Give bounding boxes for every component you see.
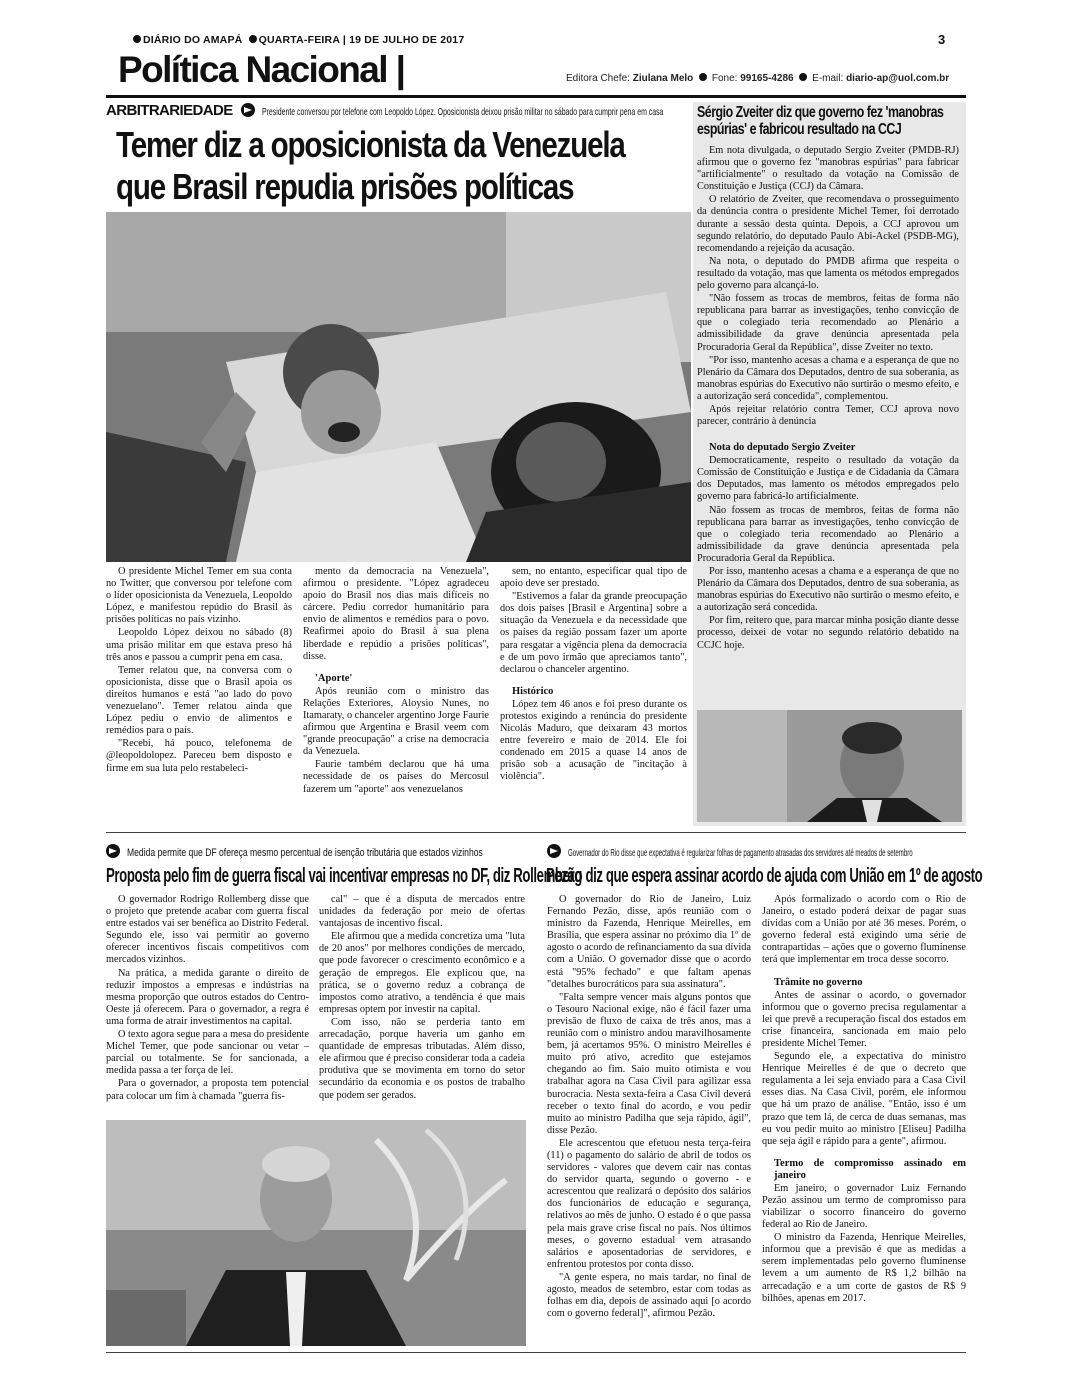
df-headline: Proposta pelo fim de guerra fiscal vai incentivar empresas no DF, diz Rollemberg [106, 865, 582, 887]
bullet-icon [799, 73, 807, 81]
main-story-col3 [500, 566, 687, 826]
paragraph: Na prática, a medida garante o direito de reduzir impostos a empresas e indústrias na mesma proporção que outros estados do Centro-Oeste já oferecem. Para o governador, a regra é uma forma de atrair investimentos na capital. [106, 967, 309, 1027]
paragraph: Temer relatou que, na conversa com o oposicionista, disse que o Brasil apoia os direitos humanos e está "ao lado do povo venezuelano". Temer relatou ainda que López pediu o envio de alimentos e remédios para o país. [106, 664, 292, 737]
paragraph: Por isso, mantenho acesas a chama e a esperança de que no Plenário da Câmara dos Deputados, dentro de sua soberania, as manobras espúrias do Executivo não surtirão o mesmo efeito, e a autorização será concedida. [697, 566, 959, 614]
rio-col1 [547, 894, 751, 1346]
paragraph: Para o governador, a proposta tem potencial para colocar um fim à chamada "guerra fis- [106, 1078, 309, 1102]
newspaper-name: DIÁRIO DO AMAPÁ [143, 34, 243, 46]
email-address: diario-ap@uol.com.br [846, 73, 950, 84]
paragraph: Ele acrescentou que efetuou nesta terça-feira (11) o pagamento do salário de abril de todos os servidores - valores que devem cair nas contas do servidor quarta, segundo o governo - e acrescentou que realizará o depósito dos salários dos funcionários de educação e segurança, relativos ao mês de junho. O estado é o que passa pela mais grave crise fiscal no país. Nos últimos meses, o governo estadual vem atrasando salários e aposentadorias de servidores, e enfrentou protestos por conta disso. [547, 1137, 751, 1270]
paragraph: Por fim, reitero que, para marcar minha posição diante desse processo, deixei de votar no segundo relatório debatido na CCJC hoje. [697, 615, 959, 651]
rio-dek: Governador do Rio disse que expectativa é regularizar folhas de pagamento atrasadas dos servidores até meados de setembro [568, 847, 913, 859]
main-kicker-line [106, 102, 690, 120]
main-photo [106, 212, 691, 562]
note-title: Nota do deputado Sergio Zveiter [709, 442, 856, 454]
paragraph: Em janeiro, o governador Luiz Fernando Pezão assinou um termo de compromisso para viabilizar o socorro financeiro do governo federal ao Rio de Janeiro. [762, 1182, 966, 1231]
paragraph: "A gente espera, no mais tardar, no final de agosto, meados de setembro, estar com todas as folhas em dia, depois de assinado aqui [o acordo com o governo federal]", afirmou Pezão. [547, 1271, 751, 1320]
subhead-termo: Termo de compromisso assinado em janeiro [774, 1157, 966, 1181]
main-headline [116, 124, 625, 208]
rio-headline: Pezão diz que espera assinar acordo de ajuda com União em 1º de agosto [546, 865, 983, 887]
df-dek-line [106, 843, 526, 861]
paragraph: "Recebi, há pouco, telefonema de @leopoldolopez. Pareceu bem disposto e firme em sua luta pelo restabeleci- [106, 738, 292, 774]
paragraph: sem, no entanto, especificar qual tipo de apoio deve ser prestado. [500, 566, 687, 590]
paragraph: Em nota divulgada, o deputado Sergio Zveiter (PMDB-RJ) afirmou que o governo fez "manobras espúrias" para fabricar "artificialmente" o resultado da votação na Comissão de Constituição e Justiça (CCJ) da Câmara. [697, 145, 959, 193]
subhead-aporte: 'Aporte' [315, 672, 353, 684]
footer-rule [106, 1352, 966, 1353]
rio-dek-line [547, 843, 967, 861]
df-photo-graphic [106, 1120, 526, 1346]
paragraph: "Estivemos a falar da grande preocupação dos dois países [Brasil e Argentina] sobre a situação da Venezuela e da necessidade que os países da região possam fazer um aporte para resgatar a vigência plena da democracia e de um povo irmão que apreciamos tanto", declarou o chanceler argentino. [500, 591, 687, 675]
phone-number: 99165-4286 [740, 73, 794, 84]
df-dek: Medida permite que DF ofereça mesmo percentual de isenção tributária que estados vizinhos [127, 847, 483, 859]
editor-name: Ziulana Melo [632, 73, 694, 84]
sidebar-photo-graphic [697, 710, 962, 822]
sidebar-headline: Sérgio Zveiter diz que governo fez 'manobras espúrias' e fabricou resultado na CCJ [697, 104, 944, 138]
subhead-tramite: Trâmite no governo [774, 976, 863, 988]
main-dek: Presidente conversou por telefone com Leopoldo López. Oposicionista deixou prisão militar no sábado para cumprir pena em casa [261, 106, 664, 118]
paragraph: cal" – que é a disputa de mercados entre unidades da federação por meio de ofertas vantajosas de incentivo fiscal. [319, 894, 525, 930]
paragraph: O governador Rodrigo Rollemberg disse que o projeto que pretende acabar com guerra fiscal entre estados vai ser benéfica ao Distrito Federal. Segundo ele, isso vai permitir ao governo oferecer incentivos fiscais competitivos com mercados vizinhos. [106, 894, 309, 966]
paragraph: Com isso, não se perderia tanto em arrecadação, porque haveria um ganho em quantidade de empresas tributadas. Além disso, ele afirmou que é preciso considerar toda a cadeia produtiva que se movimenta em torno do setor secundário da economia e os postos de trabalho que podem ser gerados. [319, 1016, 525, 1101]
df-col1 [106, 894, 309, 1118]
page-number: 3 [938, 32, 946, 47]
df-col2 [319, 894, 525, 1118]
paragraph: Faurie também declarou que há uma necessidade de os países do Mercosul fazerem um "aporte" aos venezuelanos [303, 759, 489, 795]
issue-date: QUARTA-FEIRA | 19 DE JULHO DE 2017 [258, 34, 465, 46]
paragraph: O texto agora segue para a mesa do presidente Michel Temer, que pode sancionar ou vetar – parcial ou totalmente. Se for sancionada, a medida passa a ter força de lei. [106, 1029, 309, 1077]
section-title: Política Nacional | [118, 49, 405, 90]
bullet-icon [133, 35, 141, 43]
rio-col2 [762, 894, 966, 1346]
masthead-line [133, 34, 464, 46]
section-divider [106, 832, 966, 833]
paragraph: López tem 46 anos e foi preso durante os protestos exigindo a renúncia do presidente Nicolás Maduro, que deixaram 43 mortos entre fevereiro e maio de 2014. Ele foi condenado em 2015 a quase 14 anos de prisão sob a acusação de "incitação à violência". [500, 698, 687, 783]
arrow-icon [547, 844, 561, 858]
paragraph: Após formalizado o acordo com o Rio de Janeiro, o estado poderá deixar de pagar suas dívidas com a União por até 36 meses. Porém, o governo federal está exigindo uma série de contrapartidas – ações que o governo fluminense terá que implementar em troca desse socorro. [762, 894, 966, 966]
main-headline-line1: Temer diz a oposicionista da Venezuela [116, 124, 625, 165]
paragraph: O relatório de Zveiter, que recomendava o prosseguimento da denúncia contra o presidente Michel Temer, foi derrotado durante a sessão desta quinta. Depois, a CCJ aprovou um segundo relatório, do deputado Paulo Abi-Ackel (PSDB-MG), recomendando a rejeição da acusação. [697, 194, 959, 254]
paragraph: "Falta sempre vencer mais alguns pontos que o Tesouro Nacional exige, não é fácil fazer uma previsão de fluxo de caixa de três anos, mas a reunião com o ministro andou maravilhosamente bem, já acertamos 95%. O ministro Meirelles é muito pró ativo, acredito que estejamos chegando ao fim. Saio muito otimista e vou trabalhar agora na Casa Civil para agilizar essa burocracia. Nesta sexta-feira a Casa Civil deverá receber o texto final do acordo, e vou pedir muito ao ministro Padilha que seja rápido, ágil", disse Pezão. [547, 991, 751, 1136]
paragraph: Após rejeitar relatório contra Temer, CCJ aprova novo parecer, contrário à denúncia [697, 403, 959, 428]
paragraph: Na nota, o deputado do PMDB afirma que respeita o resultado da votação, mas que lamenta os métodos empregados pelo governo para alcançá-lo. [697, 255, 959, 292]
arrow-icon [241, 103, 255, 117]
df-photo [106, 1120, 526, 1346]
phone-label: Fone: [711, 73, 738, 84]
kicker: ARBITRARIEDADE [106, 102, 233, 119]
paragraph: Não fossem as trocas de membros, feitas de forma não republicana para barrar as investigações, tenho convicção de que o colegiado teria recomendado ao Plenário a admissibilidade da grave denúncia apresentada pela Procuradoria Geral da República. [697, 504, 959, 564]
main-story-col2 [303, 566, 489, 826]
paragraph: "Não fossem as trocas de membros, feitas de forma não republicana para barrar as investigações, tenho convicção de que o colegiado teria recomendado ao Plenário a admissibilidade da grave denúncia apresentada pela Procuradoria Geral da República", disse Zveiter no texto. [697, 293, 959, 353]
editor-label: Editora Chefe: [566, 73, 630, 84]
paragraph: O governador do Rio de Janeiro, Luiz Fernando Pezão, disse, após reunião com o ministro da Fazenda, Henrique Meirelles, em Brasília, que espera assinar no próximo dia 1º de agosto o acordo de refinanciamento da sua dívida com a União. O governador disse que o acordo está "95% fechado" e que faltam apenas "detalhes burocráticos para sua assinatura". [547, 894, 751, 990]
paragraph: O presidente Michel Temer em sua conta no Twitter, que conversou por telefone com o líder oposicionista da Venezuela, Leopoldo López, e manifestou repúdio do Brasil às prisões políticas no país vizinho. [106, 566, 292, 626]
main-headline-line2: que Brasil repudia prisões políticas [116, 166, 574, 207]
email-label: E-mail: [812, 73, 844, 84]
paragraph: Antes de assinar o acordo, o governador informou que o governo precisa regulamentar a lei que prevê a recuperação fiscal dos estados em crise financeira, sancionada em maio pelo presidente Michel Temer. [762, 989, 966, 1049]
paragraph: Democraticamente, respeito o resultado da votação da Comissão de Constituição e Justiça e de Cidadania da Câmara dos Deputados, mas lamento os métodos empregados pelo governo para fabricá-lo artificialmente. [697, 455, 959, 503]
bullet-icon [249, 35, 257, 43]
main-photo-graphic [106, 212, 691, 562]
paragraph: Após reunião com o ministro das Relações Exteriores, Aloysio Nunes, no Itamaraty, o chanceler argentino Jorge Faurie afirmou que Argentina e Brasil veem com "grande preocupação" a crise na democracia da Venezuela. [303, 685, 489, 758]
paragraph: Leopoldo López deixou no sábado (8) uma prisão militar em que estava preso há três anos e passou a cumprir pena em casa. [106, 627, 292, 663]
paragraph: mento da democracia na Venezuela", afirmou o presidente. "López agradeceu apoio do Brasil nos dias mais difíceis no cárcere. Pediu corredor humanitário para envio de alimentos e remédios para o povo. Reafirmei apoio do Brasil à sua plena liberdade e repúdio a prisões políticas", disse. [303, 566, 489, 662]
paragraph: O ministro da Fazenda, Henrique Meirelles, informou que a previsão é que as medidas a serem implementadas pelo governo fluminense levem a um aumento de R$ 1,2 bilhão na arrecadação e a um corte de gastos de R$ 9 bilhões, apenas em 2017. [762, 1232, 966, 1304]
subhead-historico: Histórico [512, 685, 554, 697]
paragraph: Segundo ele, a expectativa do ministro Henrique Meirelles é de que o decreto que regulamenta a lei seja enviado para a Casa Civil esses dias. Na Casa Civil, porém, ele informou que há um prazo de análise. "Então, isso é um prazo que tem lá, de cerca de duas semanas, mas eu vou pedir muito ao ministro [Eliseu] Padilha que seja ágil e rápido para a gente", afirmou. [762, 1051, 966, 1147]
bullet-icon [699, 73, 707, 81]
paragraph: "Por isso, mantenho acesas a chama e a esperança de que no Plenário da Câmara dos Deputados, dentro de sua soberania, as manobras espúrias do Executivo não surtirão o mesmo efeito, e a autorização será concedida", complementou. [697, 354, 959, 402]
arrow-icon [106, 844, 120, 858]
sidebar-body [697, 145, 959, 707]
sidebar-portrait-photo [697, 710, 962, 822]
editor-contact-line [566, 73, 949, 84]
paragraph: Ele afirmou que a medida concretiza uma "luta de 20 anos" por melhores condições de mercado, que pode favorecer o crescimento econômico e a geração de empregos. Ele explicou que, na prática, se o governo reduz a cobrança de impostos como atrativo, a tendência é que mais empresas optem por investir na capital. [319, 931, 525, 1015]
header-rule [106, 95, 966, 98]
main-story-col1 [106, 566, 292, 826]
